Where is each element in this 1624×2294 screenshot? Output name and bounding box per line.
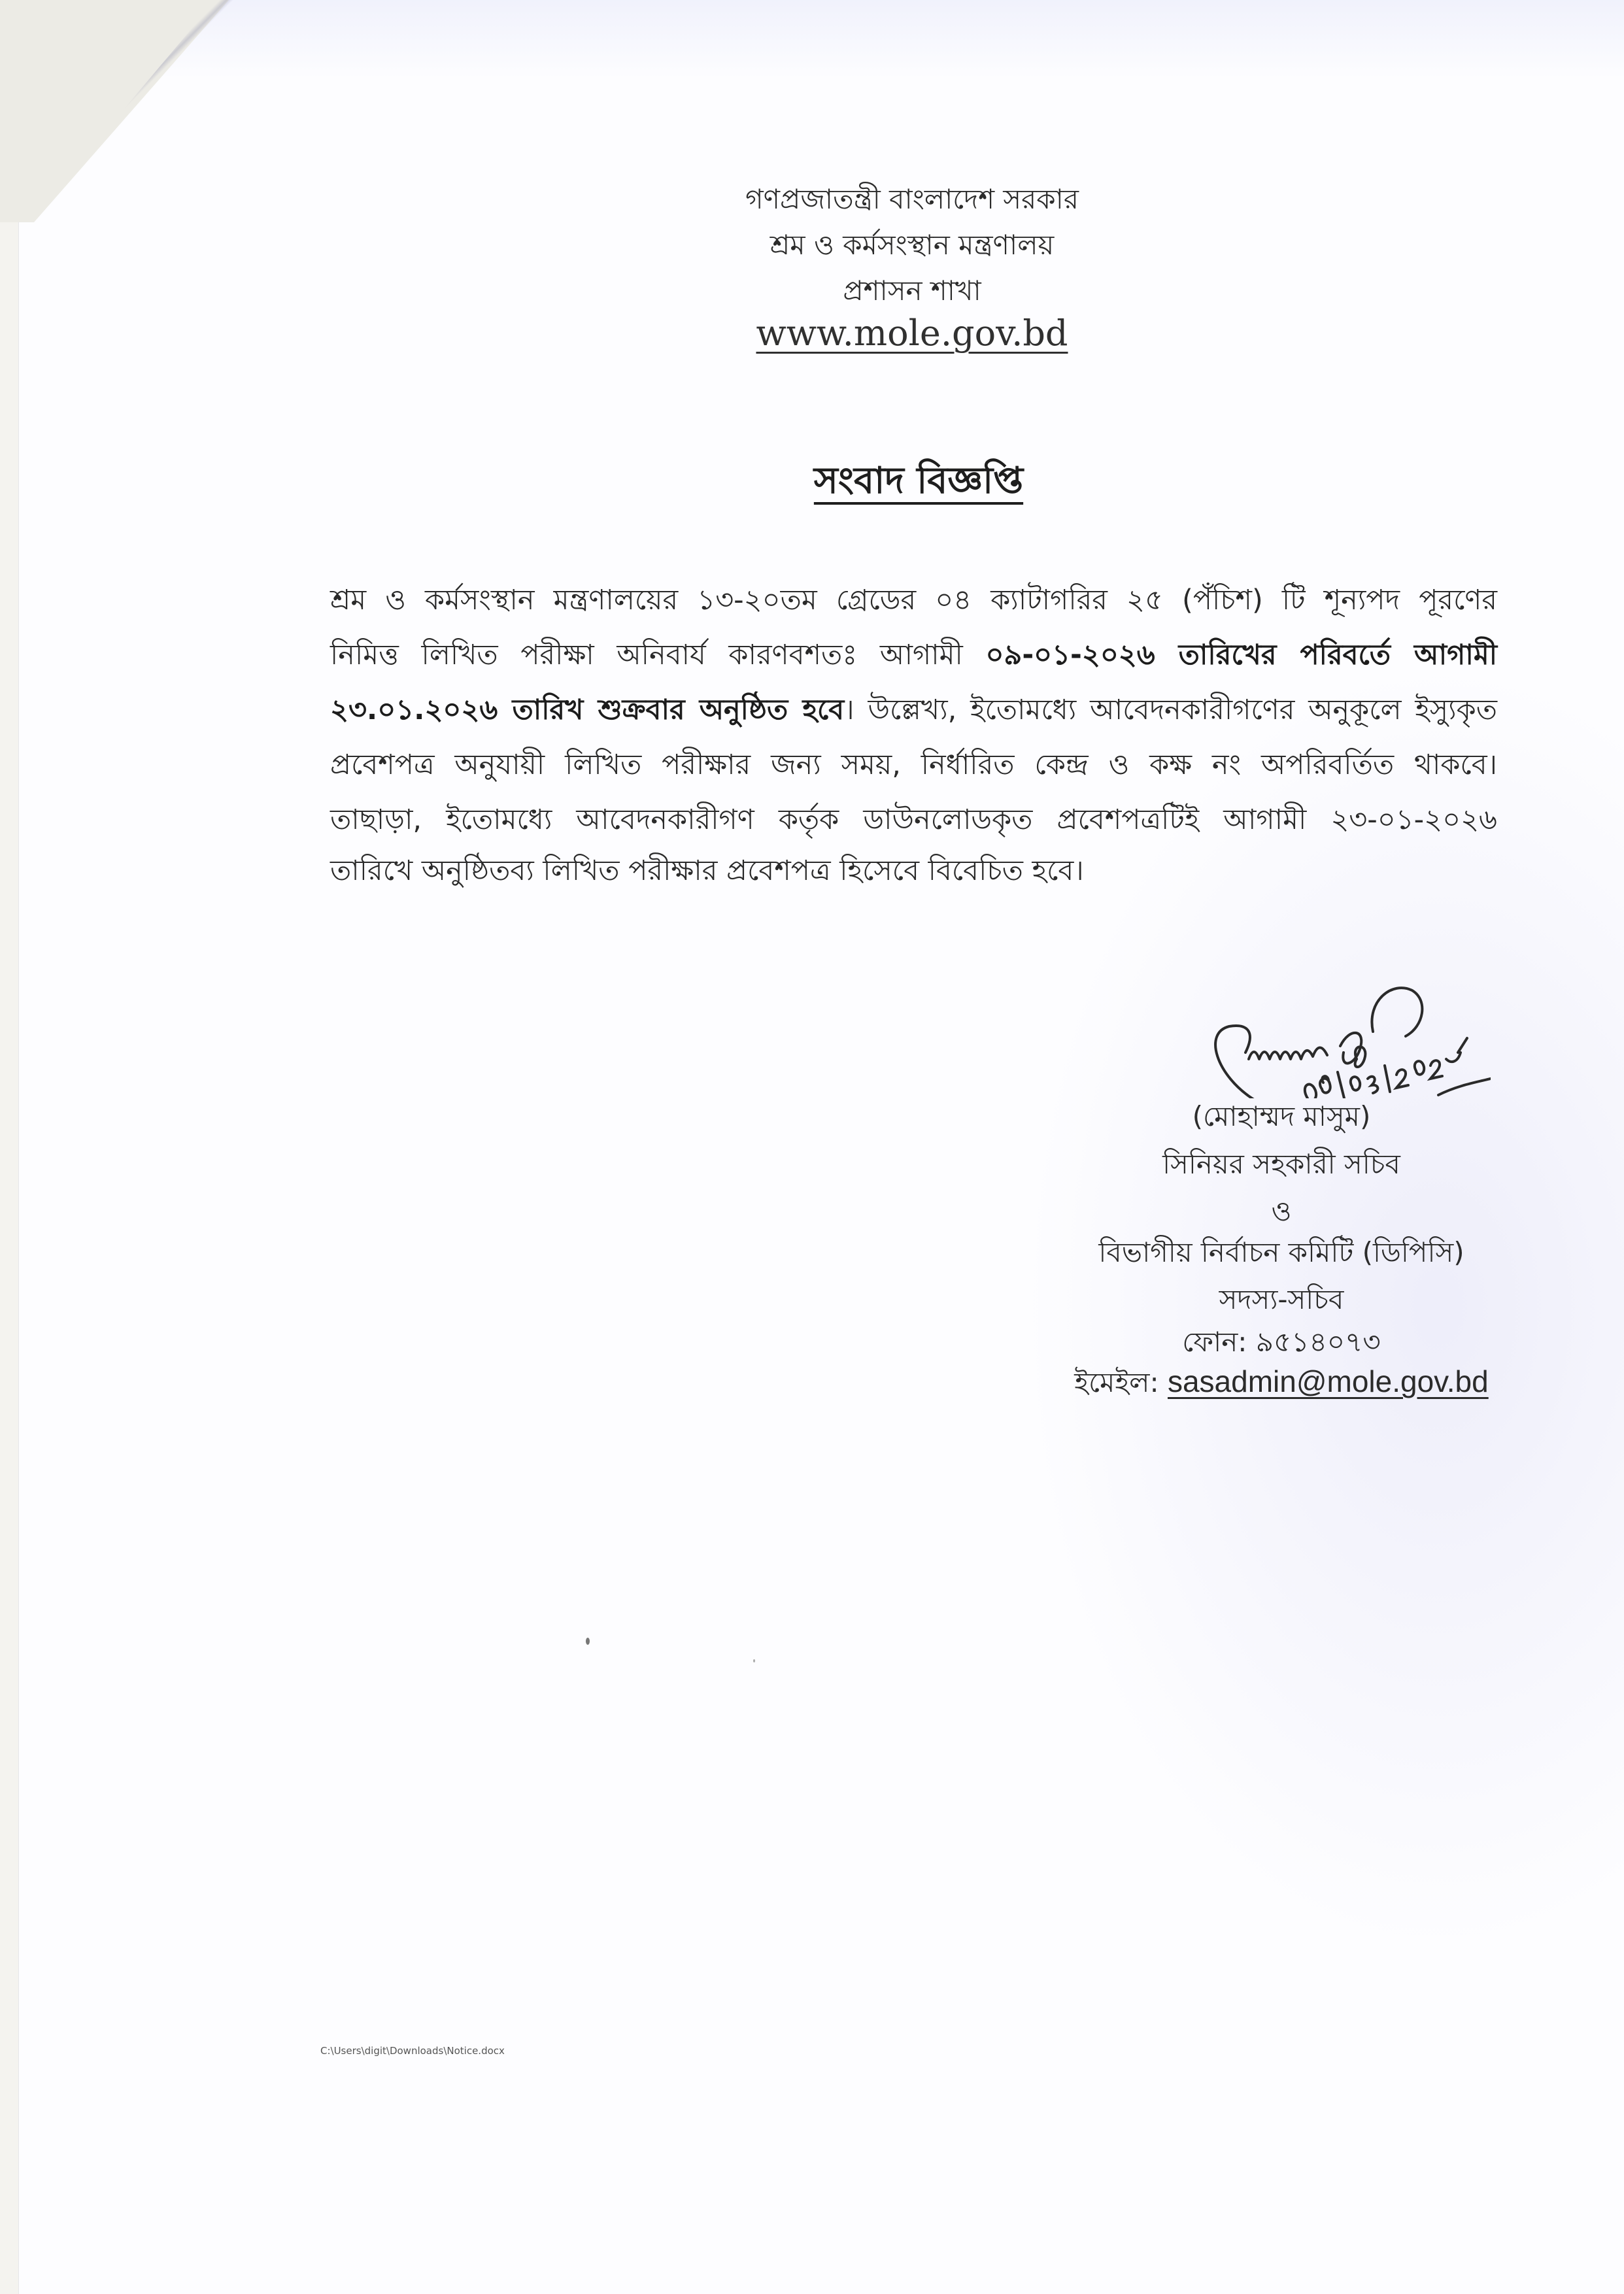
body-text: । উল্লেখ্য, ইতোমধ্যে আবেদনকারীগণের অনুকূলে ইস্যুকৃত: [844, 694, 1498, 726]
committee-role: সদস্য-সচিব: [1219, 1283, 1344, 1315]
committee-name: বিভাগীয় নির্বাচন কমিটি (ডিপিসি): [1098, 1236, 1464, 1268]
signature-date: 08/01/2026: [1177, 961, 1181, 962]
handwritten-signature: [1177, 961, 1491, 1098]
conjunction-text: ও: [1271, 1195, 1292, 1227]
body-line-2: [330, 634, 1497, 681]
body-line-4: প্রবেশপত্র অনুযায়ী লিখিত পরীক্ষার জন্য সময়, নির্ধারিত কেন্দ্র ও কক্ষ নং অপরিবর্তিত থাকবে।: [330, 749, 1497, 781]
email-link[interactable]: sasadmin@mole.gov.bd: [1167, 1364, 1489, 1398]
old-date-highlight: ০৯-০১-২০২৬ তারিখের পরিবর্তে আগামী: [985, 639, 1497, 671]
body-line-3: [330, 689, 1497, 735]
website-link[interactable]: www.mole.gov.bd: [756, 312, 1068, 354]
body-text: নিমিত্ত লিখিত পরীক্ষা অনিবার্য কারণবশতঃ আগামী: [330, 639, 986, 671]
government-name: গণপ্রজাতন্ত্রী বাংলাদেশ সরকার: [745, 183, 1079, 215]
email-label: ইমেইল:: [1074, 1366, 1168, 1398]
email-line: [987, 1361, 1576, 1408]
scan-speck: [753, 1659, 755, 1662]
document-file-path: C:\Users\digit\Downloads\Notice.docx: [320, 2045, 505, 2057]
scan-speck: [586, 1638, 590, 1645]
body-line-1: শ্রম ও কর্মসংস্থান মন্ত্রণালয়ের ১৩-২০তম গ্রেডের ০৪ ক্যাটাগরির ২৫ (পঁচিশ) টি শূন্যপদ পূরণের: [330, 584, 1497, 616]
signatory-designation: সিনিয়র সহকারী সচিব: [1162, 1148, 1400, 1180]
signatory-name: (মোহাম্মদ মাসুম): [1192, 1100, 1371, 1132]
phone-label: ফোন:: [1182, 1326, 1256, 1358]
body-line-6: তারিখে অনুষ্ঠিতব্য লিখিত পরীক্ষার প্রবেশপত্র হিসেবে বিবেচিত হবে।: [330, 854, 1084, 887]
phone-line: [987, 1321, 1576, 1367]
phone-number: ৯৫১৪০৭৩: [1255, 1326, 1381, 1358]
scan-left-edge: [0, 222, 19, 2294]
notice-title: সংবাদ বিজ্ঞপ্তি: [813, 460, 1024, 502]
new-date-highlight: ২৩.০১.২০২৬ তারিখ শুক্রবার অনুষ্ঠিত হবে: [330, 694, 845, 726]
body-line-5: তাছাড়া, ইতোমধ্যে আবেদনকারীগণ কর্তৃক ডাউনলোডকৃত প্রবেশপত্রটিই আগামী ২৩-০১-২০২৬: [330, 803, 1497, 836]
branch-name: প্রশাসন শাখা: [843, 275, 981, 307]
ministry-name: শ্রম ও কর্মসংস্থান মন্ত্রণালয়: [770, 229, 1055, 261]
